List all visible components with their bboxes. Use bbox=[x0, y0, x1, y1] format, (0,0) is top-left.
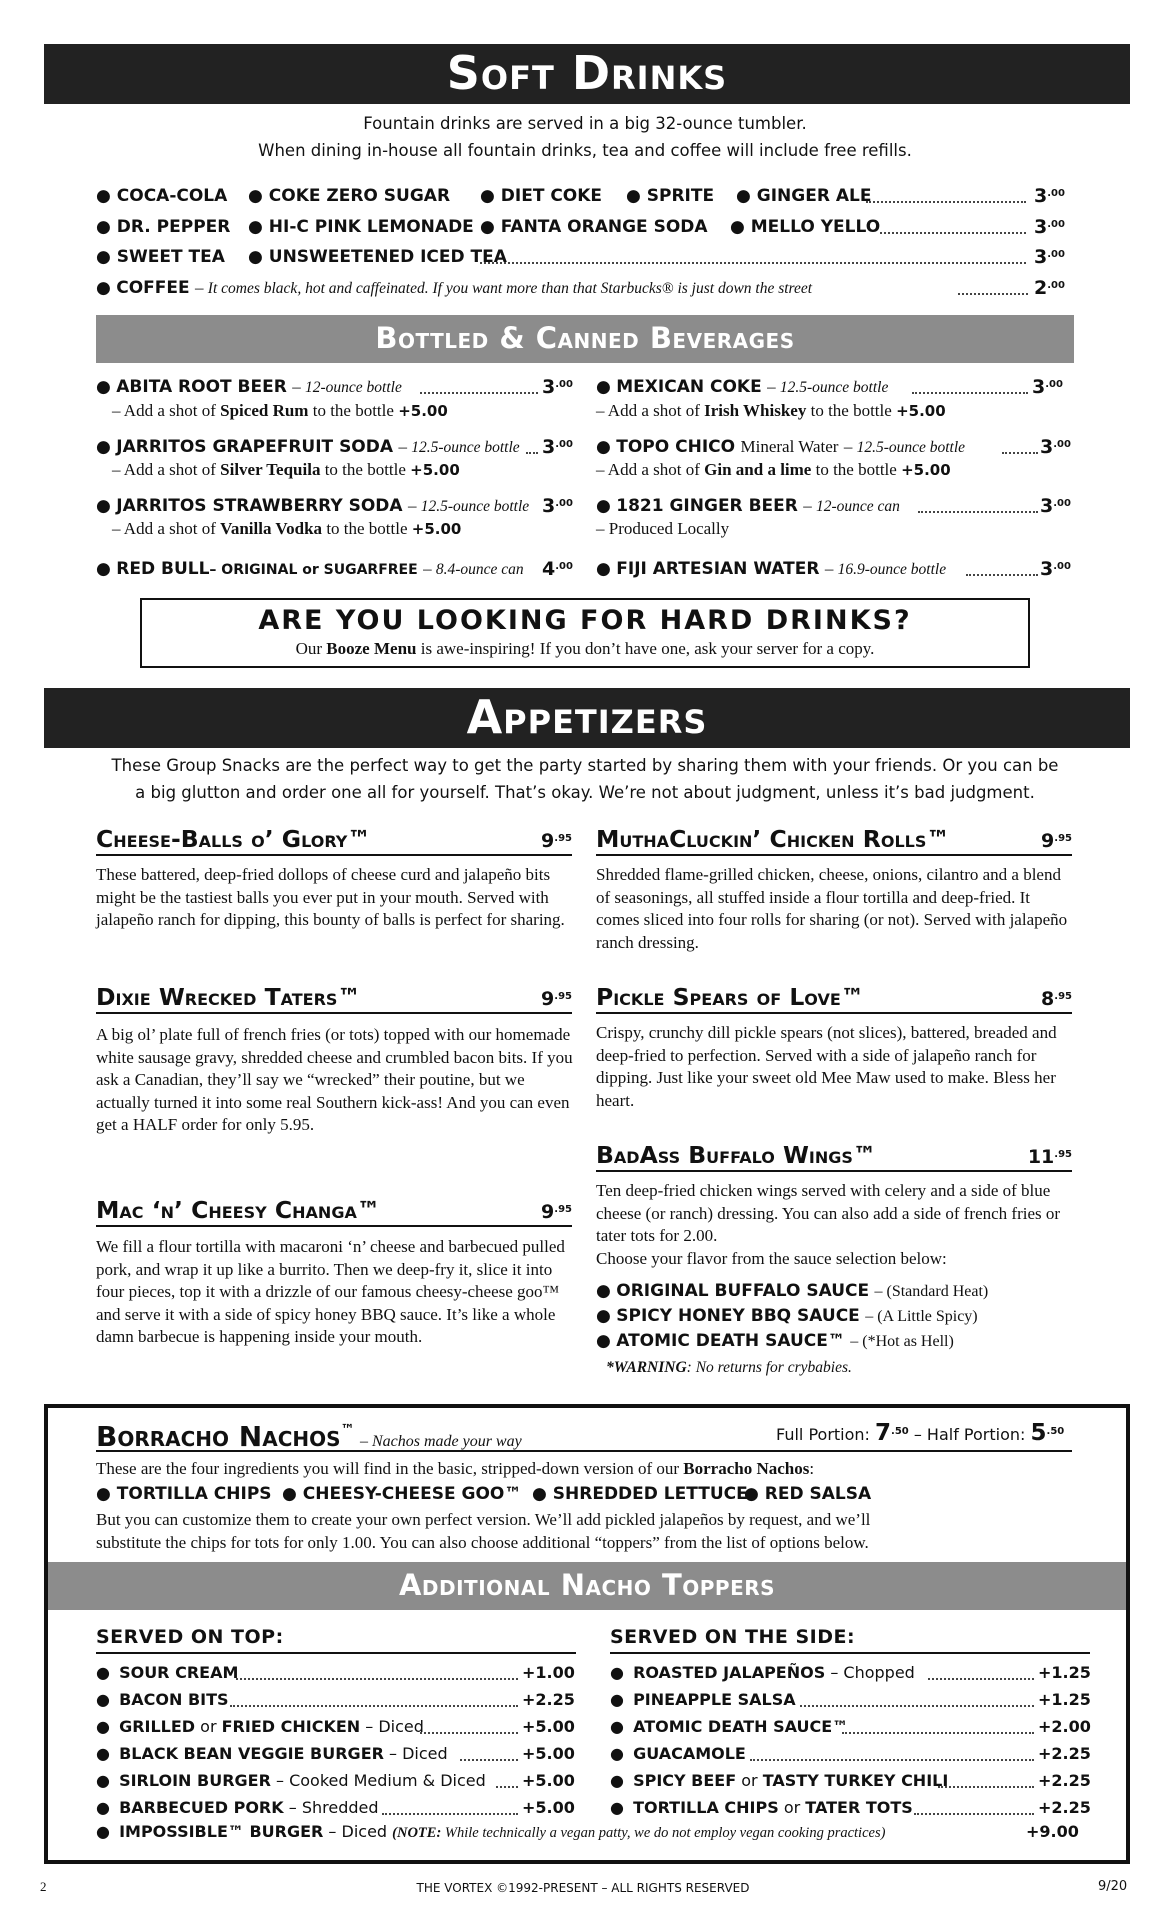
price-fiji: $3^{.00}$ bbox=[1040, 558, 1071, 580]
side-price: +2.00 bbox=[1038, 1717, 1091, 1736]
hard-drinks-box bbox=[140, 598, 1030, 668]
price-unsweetened-tea: $3^{.00}$ bbox=[1034, 246, 1065, 268]
bottle-grapefruit: ● JARRITOS GRAPEFRUIT SODA – 12.5-ounce bottle bbox=[96, 437, 520, 457]
leader-dots bbox=[928, 1678, 1034, 1680]
side-jalapenos: ● ROASTED JALAPEÑOS – Chopped bbox=[610, 1663, 915, 1682]
ingredient-chips: ● TORTILLA CHIPS bbox=[96, 1484, 272, 1504]
intro-line-2: a big glutton and order one all for yourself. That’s okay. We’re not about judgment, unless it’s bad judgment. bbox=[135, 783, 1035, 802]
price-abita: $3^{.00}$ bbox=[542, 376, 573, 398]
intro-line-1: These Group Snacks are the perfect way to get the party started by sharing them with your friends. Or you can be bbox=[111, 756, 1059, 775]
drink-sweet-tea: ● SWEET TEA bbox=[96, 247, 225, 267]
topper-sour-cream: ● SOUR CREAM bbox=[96, 1663, 239, 1682]
leader-dots bbox=[420, 1732, 518, 1734]
appetizer-heading: Dixie Wrecked Taters™ $9^{.95}$ bbox=[96, 982, 572, 1014]
heading-rule bbox=[96, 1652, 576, 1654]
side-price: +1.25 bbox=[1038, 1663, 1091, 1682]
drink-ginger-ale: ● GINGER ALE bbox=[736, 186, 872, 206]
page-number: 2 bbox=[40, 1879, 47, 1894]
topper-veggie-burger: ● BLACK BEAN VEGGIE BURGER – Diced bbox=[96, 1744, 448, 1763]
nachos-line-2: But you can customize them to create your own perfect version. We’ll add pickled jalapeños by request, and we’ll bbox=[96, 1510, 871, 1529]
nachos-title-row: Borracho Nachos™ – Nachos made your way bbox=[96, 1420, 522, 1453]
impossible-price: +9.00 bbox=[1026, 1822, 1079, 1841]
addon-strawberry: – Add a shot of Vanilla Vodka to the bottle +5.00 bbox=[112, 519, 462, 538]
drink-diet-coke: ● DIET COKE bbox=[480, 186, 603, 206]
bottled-banner: Bottled & Canned Beverages bbox=[96, 315, 1074, 363]
leader-dots bbox=[382, 1813, 518, 1815]
leader-dots bbox=[912, 392, 1028, 394]
leader-dots bbox=[1002, 452, 1038, 454]
drink-coca-cola: ● COCA-COLA bbox=[96, 186, 228, 206]
nachos-rule bbox=[96, 1450, 1072, 1452]
price-mexican-coke: $3^{.00}$ bbox=[1032, 376, 1063, 398]
sauce-original: ● ORIGINAL BUFFALO SAUCE – (Standard Heat) bbox=[596, 1281, 989, 1301]
side-price: +1.25 bbox=[1038, 1690, 1091, 1709]
appetizer-heading: Mac ‘n’ Cheesy Changa™ $9^{.95}$ bbox=[96, 1195, 572, 1227]
bottle-abita: ● ABITA ROOT BEER – 12-ounce bottle bbox=[96, 377, 402, 397]
topper-price: +5.00 bbox=[522, 1717, 575, 1736]
ingredient-goo: ● CHEESY-CHEESE GOO™ bbox=[282, 1484, 522, 1504]
drink-coke-zero: ● COKE ZERO SUGAR bbox=[248, 186, 451, 206]
leader-dots bbox=[914, 1813, 1034, 1815]
drink-coffee: ● COFFEE – It comes black, hot and caffeinated. If you want more than that Starbucks® is just down the street bbox=[96, 278, 813, 298]
leader-dots bbox=[236, 1678, 518, 1680]
hard-drinks-title: ARE YOU LOOKING FOR HARD DRINKS? bbox=[258, 605, 912, 636]
price-ginger-beer: $3^{.00}$ bbox=[1040, 495, 1071, 517]
appetizer-description: Crispy, crunchy dill pickle spears (not slices), battered, breaded and deep-fried to perfection. Served with a side of jalapeño ranch for dipping. Just like your sweet old Mee Maw used to make. Bless her heart. bbox=[596, 1023, 1057, 1110]
addon-abita: – Add a shot of Spiced Rum to the bottle +5.00 bbox=[112, 401, 448, 420]
side-atomic-sauce: ● ATOMIC DEATH SAUCE™ bbox=[610, 1717, 849, 1736]
leader-dots bbox=[750, 1759, 1034, 1761]
intro-line-1: Fountain drinks are served in a big 32-ounce tumbler. bbox=[363, 114, 807, 133]
topper-price: +5.00 bbox=[522, 1771, 575, 1790]
bottle-mexican-coke: ● MEXICAN COKE – 12.5-ounce bottle bbox=[596, 377, 889, 397]
footer-date: 9/20 bbox=[1098, 1879, 1128, 1894]
ingredient-lettuce: ● SHREDDED LETTUCE bbox=[532, 1484, 748, 1504]
side-price: +2.25 bbox=[1038, 1771, 1091, 1790]
ingredient-salsa: ● RED SALSA bbox=[744, 1484, 872, 1504]
drink-hi-c: ● HI-C PINK LEMONADE bbox=[248, 217, 474, 237]
side-price: +2.25 bbox=[1038, 1744, 1091, 1763]
nachos-line-3: substitute the chips for tots for only 1.00. You can also choose additional “toppers” from the list of options below. bbox=[96, 1533, 869, 1552]
price-mello-yello: $3^{.00}$ bbox=[1034, 216, 1065, 238]
served-on-side-heading: SERVED ON THE SIDE: bbox=[610, 1626, 856, 1648]
topper-price: +2.25 bbox=[522, 1690, 575, 1709]
leader-dots bbox=[480, 262, 1026, 264]
nachos-title: Borracho Nachos bbox=[96, 1420, 341, 1453]
sauce-atomic: ● ATOMIC DEATH SAUCE™ – (*Hot as Hell) bbox=[596, 1331, 954, 1351]
leader-dots bbox=[966, 574, 1038, 576]
drink-mello-yello: ● MELLO YELLO bbox=[730, 217, 881, 237]
side-price: +2.25 bbox=[1038, 1798, 1091, 1817]
drink-fanta: ● FANTA ORANGE SODA bbox=[480, 217, 708, 237]
price-strawberry: $3^{.00}$ bbox=[542, 495, 573, 517]
appetizer-description: A big ol’ plate full of french fries (or tots) topped with our homemade white sausage gravy, shredded cheese and crumbled bacon bits. If you ask a Canadian, they’ll say we “wrecked” their poutine, but we actually turned it into some real Southern kick-ass! And you can even get a HALF order for only 5.95. bbox=[96, 1025, 573, 1135]
addon-ginger-beer: – Produced Locally bbox=[596, 519, 730, 538]
topper-impossible: ● IMPOSSIBLE™ BURGER – Diced (NOTE: While technically a vegan patty, we do not employ vegan cooking practices) bbox=[96, 1822, 886, 1841]
nachos-portions: Full Portion: $7^{.50}$ – Half Portion: $5^{.50}$ bbox=[776, 1420, 1065, 1446]
appetizer-heading: Cheese-Balls o’ Glory™ $9^{.95}$ bbox=[96, 824, 572, 856]
leader-dots bbox=[526, 452, 538, 454]
appetizers-intro bbox=[70, 752, 1100, 806]
price-topo-chico: $3^{.00}$ bbox=[1040, 436, 1071, 458]
topper-chicken: ● GRILLED or FRIED CHICKEN – Diced bbox=[96, 1717, 424, 1736]
side-chili: ● SPICY BEEF or TASTY TURKEY CHILI bbox=[610, 1771, 949, 1790]
heading-rule bbox=[610, 1652, 1090, 1654]
topper-price: +1.00 bbox=[522, 1663, 575, 1682]
leader-dots bbox=[496, 1786, 518, 1788]
leader-dots bbox=[866, 201, 1026, 203]
leader-dots bbox=[918, 511, 1038, 513]
side-chips-tots: ● TORTILLA CHIPS or TATER TOTS bbox=[610, 1798, 913, 1817]
bottle-red-bull: ● RED BULL– ORIGINAL or SUGARFREE – 8.4-ounce can bbox=[96, 559, 524, 579]
addon-mexican-coke: – Add a shot of Irish Whiskey to the bottle +5.00 bbox=[596, 401, 946, 420]
topper-bacon-bits: ● BACON BITS bbox=[96, 1690, 229, 1709]
appetizers-banner: Appetizers bbox=[44, 688, 1130, 748]
hard-drinks-line: Our Booze Menu is awe-inspiring! If you don’t have one, ask your server for a copy. bbox=[295, 639, 875, 658]
leader-dots bbox=[420, 392, 538, 394]
appetizer-heading: Pickle Spears of Love™ $8^{.95}$ bbox=[596, 982, 1072, 1014]
drink-unsweetened-tea: ● UNSWEETENED ICED TEA bbox=[248, 247, 507, 267]
appetizer-description: We fill a flour tortilla with macaroni ‘n’ cheese and barbecued pulled pork, and wrap it up like a burrito. Then we deep-fry it, slice it into four pieces, top it with a drizzle of our famous cheesy-cheese goo™ and serve it with a side of spicy honey BBQ sauce. It’s like a whole damn barbecue is happening inside your mouth. bbox=[96, 1237, 565, 1347]
bottle-strawberry: ● JARRITOS STRAWBERRY SODA – 12.5-ounce bottle bbox=[96, 496, 530, 516]
price-red-bull: $4^{.00}$ bbox=[542, 558, 573, 580]
appetizer-description: Ten deep-fried chicken wings served with celery and a side of blue cheese (or ranch) dressing. You can also add a side of french fries or tater tots for 2.00. Choose your flavor from the sauce selection below: bbox=[596, 1181, 1061, 1268]
intro-line-2: When dining in-house all fountain drinks, tea and coffee will include free refills. bbox=[258, 141, 912, 160]
nachos-line-1: These are the four ingredients you will find in the basic, stripped-down version of our Borracho Nachos: bbox=[96, 1459, 815, 1478]
leader-dots bbox=[800, 1705, 1034, 1707]
price-ginger-ale: $3^{.00}$ bbox=[1034, 185, 1065, 207]
warning-note: *WARNING: No returns for crybabies. bbox=[606, 1359, 852, 1376]
soft-drinks-banner: Soft Drinks bbox=[44, 44, 1130, 104]
served-on-top-heading: SERVED ON TOP: bbox=[96, 1626, 284, 1648]
toppers-banner: Additional Nacho Toppers bbox=[48, 1562, 1126, 1610]
topper-price: +5.00 bbox=[522, 1798, 575, 1817]
price-coffee: $2^{.00}$ bbox=[1034, 277, 1065, 299]
bottle-ginger-beer: ● 1821 GINGER BEER – 12-ounce can bbox=[596, 496, 900, 516]
drink-dr-pepper: ● DR. PEPPER bbox=[96, 217, 231, 237]
addon-grapefruit: – Add a shot of Silver Tequila to the bottle +5.00 bbox=[112, 460, 460, 479]
side-pineapple-salsa: ● PINEAPPLE SALSA bbox=[610, 1690, 796, 1709]
leader-dots bbox=[938, 1786, 1034, 1788]
topper-price: +5.00 bbox=[522, 1744, 575, 1763]
leader-dots bbox=[880, 232, 1026, 234]
sauce-honey-bbq: ● SPICY HONEY BBQ SAUCE – (A Little Spicy) bbox=[596, 1306, 978, 1326]
drink-sprite: ● SPRITE bbox=[626, 186, 715, 206]
appetizer-description: These battered, deep-fried dollops of cheese curd and jalapeño bits might be the tastiest balls you ever put in your mouth. Served with jalapeño ranch for dipping, this bounty of balls is perfect for sharing. bbox=[96, 865, 565, 930]
appetizer-heading: BadAss Buffalo Wings™ $11^{.95}$ bbox=[596, 1140, 1072, 1172]
price-grapefruit: $3^{.00}$ bbox=[542, 436, 573, 458]
leader-dots bbox=[230, 1705, 518, 1707]
soft-drinks-intro bbox=[80, 110, 1090, 164]
topper-sirloin: ● SIRLOIN BURGER – Cooked Medium & Diced bbox=[96, 1771, 486, 1790]
leader-dots bbox=[460, 1759, 518, 1761]
appetizer-description: Shredded flame-grilled chicken, cheese, onions, cilantro and a blend of seasonings, all stuffed inside a flour tortilla and deep-fried. It comes sliced into four rolls for sharing (or not). Served with jalapeño ranch dressing. bbox=[596, 865, 1068, 952]
addon-topo-chico: – Add a shot of Gin and a lime to the bottle +5.00 bbox=[596, 460, 951, 479]
leader-dots bbox=[842, 1732, 1034, 1734]
leader-dots bbox=[958, 293, 1028, 295]
bottle-fiji: ● FIJI ARTESIAN WATER – 16.9-ounce bottle bbox=[596, 559, 947, 579]
topper-pork: ● BARBECUED PORK – Shredded bbox=[96, 1798, 379, 1817]
side-guacamole: ● GUACAMOLE bbox=[610, 1744, 746, 1763]
appetizer-heading: MuthaCluckin’ Chicken Rolls™ $9^{.95}$ bbox=[596, 824, 1072, 856]
bottle-topo-chico: ● TOPO CHICO Mineral Water – 12.5-ounce bottle bbox=[596, 437, 966, 457]
copyright: THE VORTEX ©1992-PRESENT – ALL RIGHTS RESERVED bbox=[416, 1881, 750, 1895]
